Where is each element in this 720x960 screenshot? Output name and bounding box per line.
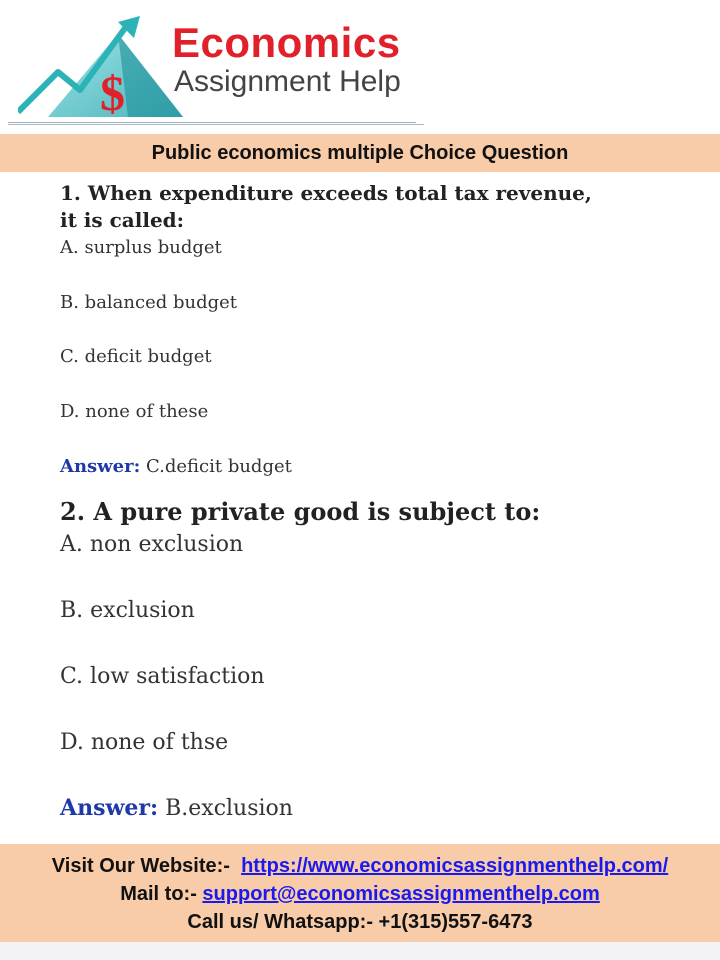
- pyramid-chart-logo-icon: [18, 12, 188, 124]
- website-line: [0, 852, 720, 880]
- logo-subtitle: Assignment Help: [174, 65, 401, 98]
- question-1-answer: [60, 456, 292, 477]
- question-1-option-c: C. deficit budget: [60, 346, 212, 367]
- mail-label: Mail to:-: [120, 883, 197, 905]
- contact-footer: [0, 844, 720, 942]
- page-title: Public economics multiple Choice Question: [0, 134, 720, 172]
- question-1-option-b: B. balanced budget: [60, 292, 238, 313]
- mail-line: [0, 880, 720, 908]
- question-2-option-d: D. none of thse: [60, 730, 229, 755]
- question-1-option-a: A. surplus budget: [60, 237, 222, 258]
- phone-line: Call us/ Whatsapp:- +1(315)557-6473: [187, 911, 533, 933]
- question-1: [60, 180, 592, 234]
- bottom-strip: [0, 942, 720, 960]
- logo-divider: [8, 124, 424, 125]
- answer-value: B.exclusion: [158, 796, 293, 821]
- question-2-option-c: C. low satisfaction: [60, 664, 265, 689]
- question-1-option-d: D. none of these: [60, 401, 209, 422]
- question-2-option-a: A. non exclusion: [60, 532, 244, 557]
- answer-label: Answer:: [60, 795, 159, 821]
- website-label: Visit Our Website:-: [51, 855, 230, 877]
- logo: [8, 6, 416, 123]
- website-link[interactable]: https://www.economicsassignmenthelp.com/: [241, 855, 669, 877]
- question-2-text: 2. A pure private good is subject to:: [60, 497, 541, 526]
- answer-value: C.deficit budget: [140, 456, 292, 477]
- logo-title: Economics: [172, 19, 401, 66]
- question-1-text-line1: 1. When expenditure exceeds total tax revenue,: [60, 181, 592, 205]
- email-link[interactable]: support@economicsassignmenthelp.com: [202, 883, 600, 905]
- question-1-text-line2: it is called:: [60, 208, 185, 232]
- question-2-answer: [60, 795, 293, 821]
- question-2-option-b: B. exclusion: [60, 598, 195, 623]
- answer-label: Answer:: [60, 456, 141, 477]
- dollar-sign-icon: $: [100, 65, 125, 121]
